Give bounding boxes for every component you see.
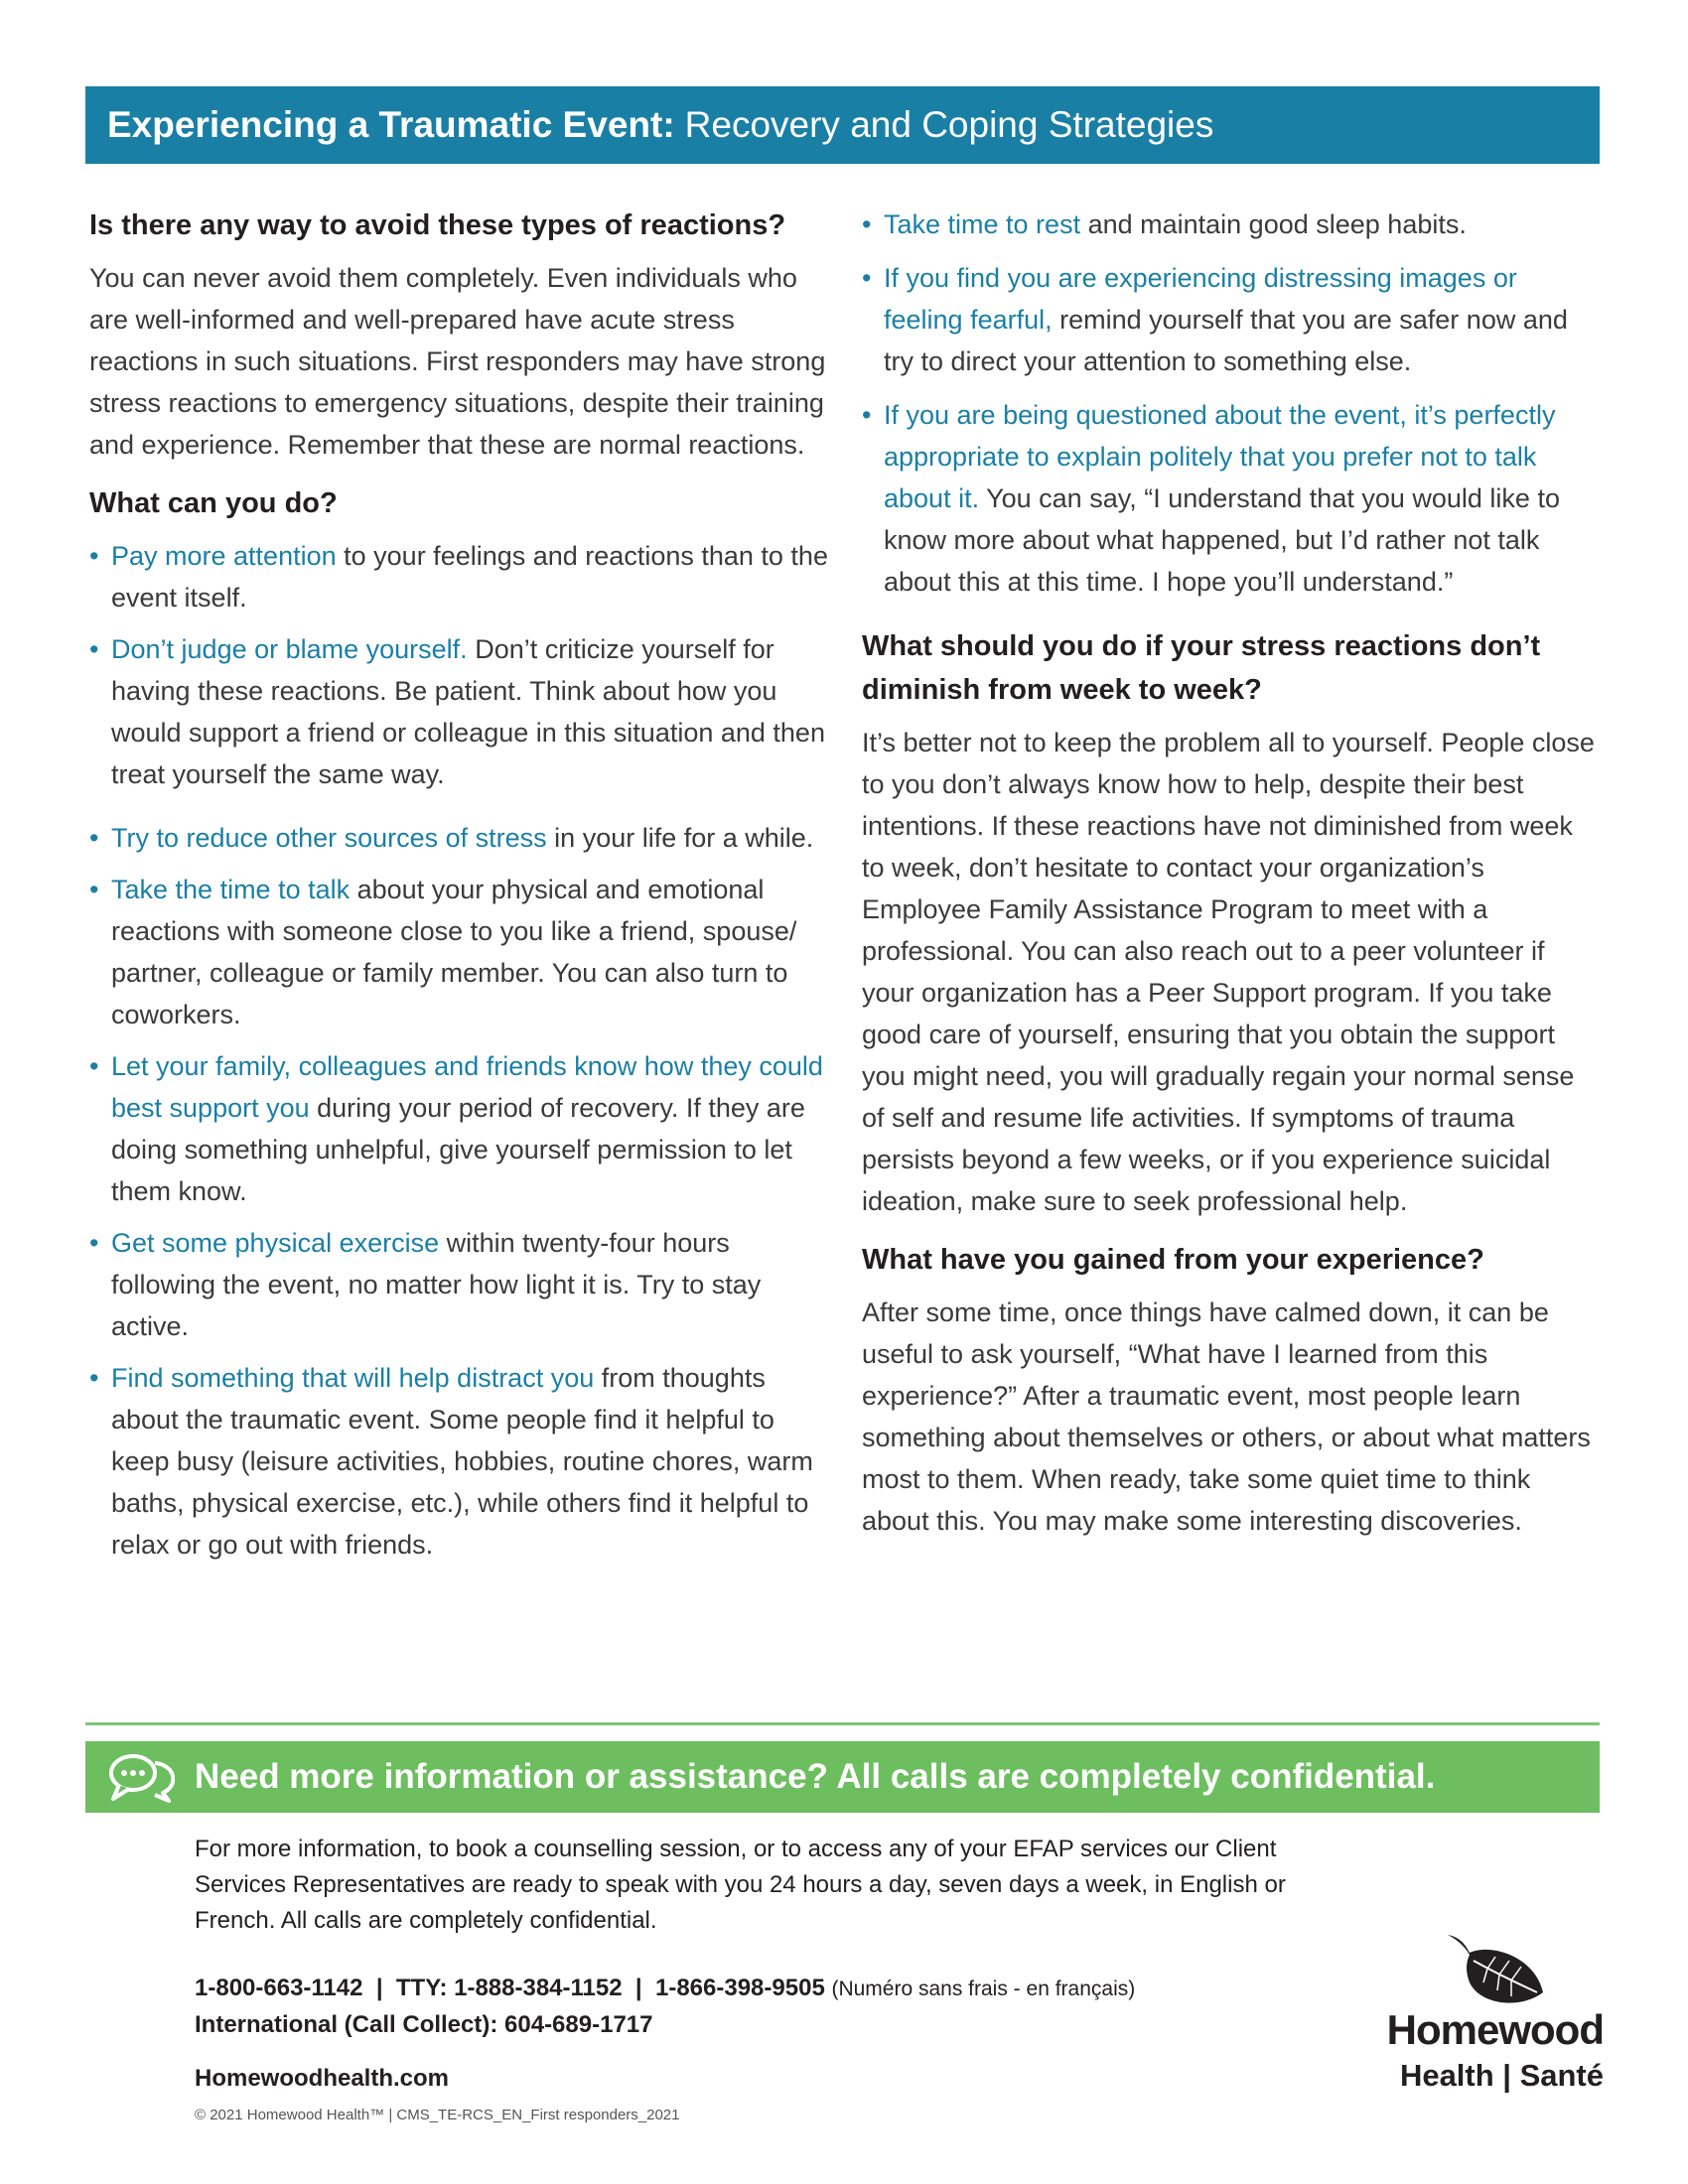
list-item-highlight: Take the time to talk [111,875,351,904]
phone-french-note: (Numéro sans frais - en français) [831,1978,1136,2000]
homewood-logo [1365,1931,1604,2100]
list-item-highlight: If you are being questioned about the event, it’s perfectly appropriate to explain politely that you prefer not to talk about it. [884,400,1556,513]
list-item-text: You can say, “I understand that you would like to know more about what happened, but I’d rather not talk about this at this time. I hope you’ll understand.” [884,483,1560,597]
phone-tty[interactable]: TTY: 1-888-384-1152 [395,1975,623,2001]
list-item-highlight: Pay more attention [111,541,337,571]
separator: | [375,1975,383,2001]
list-item [862,394,1602,603]
list-item-text: to your feelings and reactions than to the event itself. [111,541,828,613]
logo-subtitle: Health | Santé [1399,2058,1604,2093]
list-item-text: from thoughts about the traumatic event. Some people find it helpful to keep busy (leisure activities, hobbies, routine chores, warm baths, physical exercise, etc.), while others find it helpful to relax or go out with friends. [111,1363,813,1560]
list-item-text: during your period of recovery. If they are doing something unhelpful, give yourself permission to let them know. [111,1093,805,1206]
phone-line [195,1971,1386,2007]
list-item-highlight: Find something that will help distract you [111,1363,595,1393]
section-heading-avoid: Is there any way to avoid these types of reactions? [89,209,786,241]
phone-international[interactable]: International (Call Collect): 604-689-1717 [195,2011,653,2038]
list-item [89,535,829,618]
section-body-stress-reactions: It’s better not to keep the problem all to yourself. People close to you don’t always know how to help, despite their best intentions. If these reactions have not diminished from week to week, don’t hesitate to contact your organization’s Employee Family Assistance Program to meet with a professional. You can also reach out to a peer volunteer if your organization has a Peer Support program. If you take good care of yourself, ensuring that you obtain the support you might need, you will gradually regain your normal sense of self and resume life activities. If symptoms of trauma persists beyond a few weeks, or if you experience suicidal ideation, make sure to seek professional help. [862,728,1595,1216]
section-body-avoid: You can never avoid them completely. Even individuals who are well-informed and well-prepared have acute stress reactions in such situations. First responders may have strong stress reactions to emergency situations, despite their training and experience. Remember that these are normal reactions. [89,263,826,460]
list-item-text: and maintain good sleep habits. [1080,209,1467,239]
divider [85,1722,1600,1725]
separator: | [634,1975,642,2001]
list-item-highlight: Take time to rest [884,209,1081,239]
right-column [862,204,1602,1542]
list-item-highlight: Get some physical exercise [111,1228,440,1258]
section-heading-stress-reactions: What should you do if your stress reactions don’t diminish from week to week? [862,630,1541,706]
list-item [89,1357,829,1566]
list-item [89,1045,829,1212]
list-item [862,204,1602,245]
page-header [85,86,1600,164]
leaf-logo-icon [1440,1931,1549,2015]
list-item-text: remind yourself that you are safer now and try to direct your attention to something else. [884,305,1568,376]
list-item [89,817,829,859]
list-item-highlight: Try to reduce other sources of stress [111,823,547,853]
copyright-footnote: © 2021 Homewood Health™ | CMS_TE-RCS_EN_First responders_2021 [195,2107,680,2123]
section-heading-gained: What have you gained from your experience? [862,1244,1484,1276]
header-title-bold: Experiencing a Traumatic Event: [107,104,675,145]
header-title-light: Recovery and Coping Strategies [684,104,1214,145]
chat-bubbles-icon [105,1749,175,1805]
info-banner-text: Need more information or assistance? All calls are completely confidential. [195,1757,1436,1796]
list-item-highlight: If you find you are experiencing distressing images or feeling fearful, [884,263,1517,335]
list-item [89,869,829,1035]
section-heading-what-can-you-do: What can you do? [89,487,338,519]
list-item-text: about your physical and emotional reactions with someone close to you like a friend, spouse/ partner, colleague or family member. You can also turn to coworkers. [111,875,797,1029]
phone-french[interactable]: 1-866-398-9505 [654,1975,825,2001]
logo-name: Homewood [1386,2006,1604,2053]
info-banner [85,1741,1600,1813]
phone-main[interactable]: 1-800-663-1142 [195,1975,363,2001]
list-item [89,1222,829,1347]
section-body-gained: After some time, once things have calmed down, it can be useful to ask yourself, “What have I learned from this experience?” After a traumatic event, most people learn something about themselves or others, or about what matters most to them. When ready, take some quiet time to think about this. You may make some interesting discoveries. [862,1297,1591,1536]
tips-list-right [862,204,1602,603]
website-link[interactable]: Homewoodhealth.com [195,2065,450,2092]
list-item [862,257,1602,382]
tips-list-left [89,535,829,1566]
list-item [89,628,829,795]
list-item-text: within twenty-four hours following the event, no matter how light it is. Try to stay active. [111,1228,762,1341]
list-item-text: in your life for a while. [546,823,814,853]
list-item-text: Don’t criticize yourself for having these reactions. Be patient. Think about how you would support a friend or colleague in this situation and then treat yourself the same way. [111,634,825,789]
phone-numbers [195,1971,1386,2043]
list-item-highlight: Let your family, colleagues and friends know how they could best support you [111,1051,823,1123]
list-item-highlight: Don’t judge or blame yourself. [111,634,468,664]
left-column [89,204,829,1566]
contact-description: For more information, to book a counselling session, or to access any of your EFAP services our Client Services Representatives are ready to speak with you 24 hours a day, seven days a week, in English or French. All calls are completely confidential. [195,1836,1286,1934]
